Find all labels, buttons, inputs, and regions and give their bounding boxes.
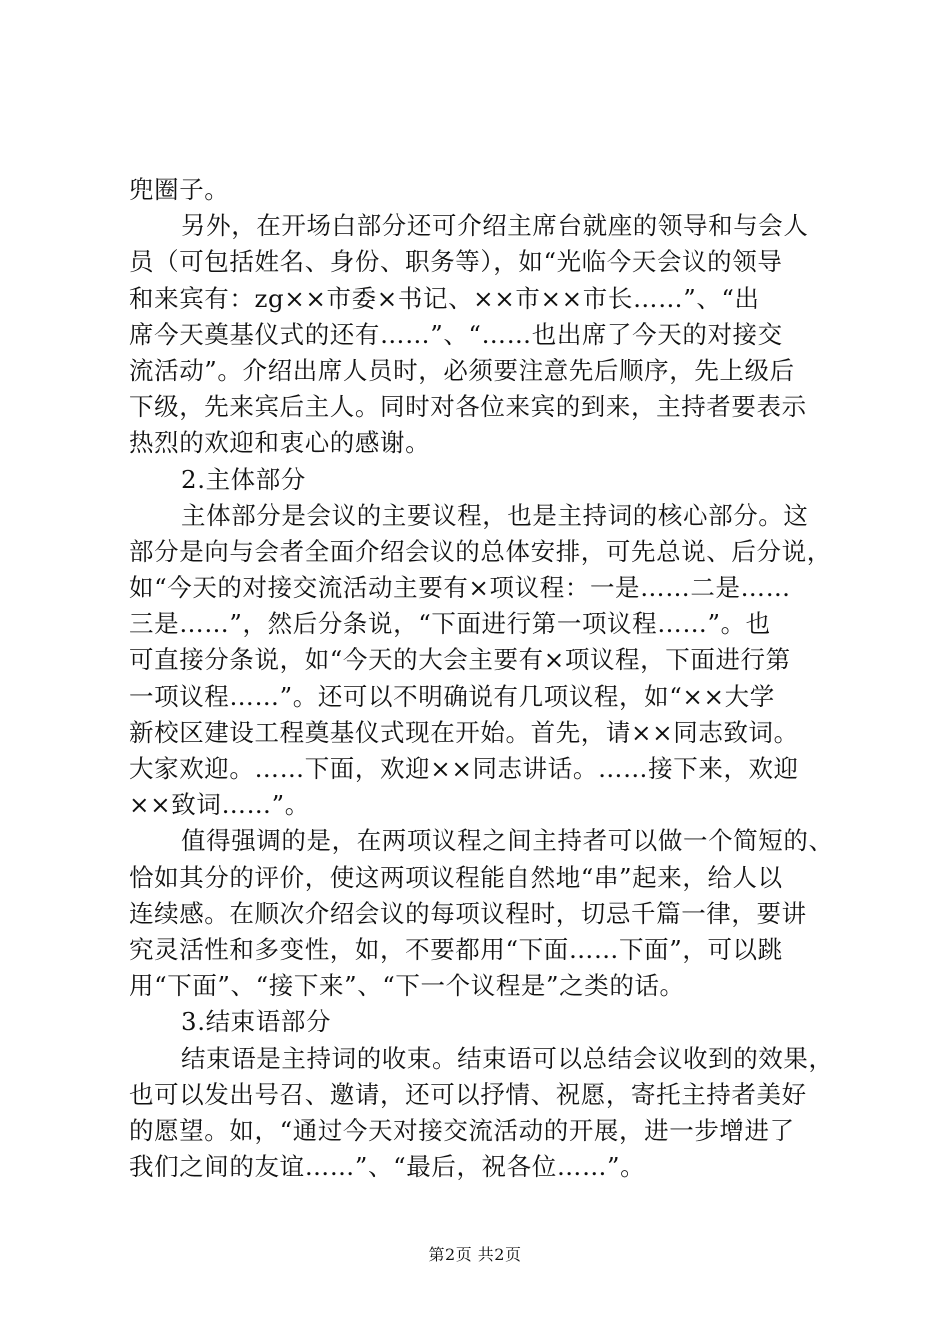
text-line: 和来宾有：zg××市委×书记、××市××市长……”、“出: [129, 283, 760, 313]
text-line: 我们之间的友谊……”、“最后，祝各位……”。: [129, 1152, 646, 1182]
text-line: 可直接分条说，如“今天的大会主要有×项议程，下面进行第: [129, 645, 791, 675]
text-line: 流活动”。介绍出席人员时，必须要注意先后顺序，先上级后: [129, 355, 795, 385]
text-line: 员（可包括姓名、身份、职务等），如“光临今天会议的领导: [129, 247, 783, 277]
text-line: 的愿望。如，“通过今天对接交流活动的开展，进一步增进了: [129, 1115, 795, 1145]
text-line: 另外，在开场白部分还可介绍主席台就座的领导和与会人: [181, 211, 809, 241]
text-line: 用“下面”、“接下来”、“下一个议程是”之类的话。: [129, 971, 685, 1001]
text-line: 究灵活性和多变性，如，不要都用“下面……下面”，可以跳: [129, 934, 783, 964]
text-line: 一项议程……”。还可以不明确说有几项议程，如“××大学: [129, 681, 775, 711]
text-line: 连续感。在顺次介绍会议的每项议程时，切忌千篇一律，要讲: [129, 898, 807, 928]
text-line: 值得强调的是，在两项议程之间主持者可以做一个简短的、: [181, 826, 834, 856]
text-line: 大家欢迎。……下面，欢迎××同志讲话。……接下来，欢迎: [129, 754, 799, 783]
text-line: 席今天奠基仪式的还有……”、“……也出席了今天的对接交: [129, 319, 783, 349]
text-line: 结束语是主持词的收束。结束语可以总结会议收到的效果，: [181, 1043, 834, 1073]
text-line: 如“今天的对接交流活动主要有×项议程：一是……二是……: [129, 573, 791, 603]
text-line: 热烈的欢迎和衷心的感谢。: [129, 428, 431, 458]
text-line: 兜圈子。: [129, 175, 230, 204]
text-line: 部分是向与会者全面介绍会议的总体安排，可先总说、后分说，: [129, 536, 832, 566]
text-line: ××致词……”。: [129, 790, 310, 820]
text-line: 2.主体部分: [181, 464, 306, 494]
text-line: 三是……”，然后分条说，“下面进行第一项议程……”。也: [129, 609, 771, 639]
page-footer: 第2页 共2页: [428, 1245, 522, 1264]
text-line: 主体部分是会议的主要议程，也是主持词的核心部分。这: [181, 500, 809, 530]
text-line: 下级，先来宾后主人。同时对各位来宾的到来，主持者要表示: [129, 392, 807, 422]
text-line: 也可以发出号召、邀请，还可以抒情、祝愿，寄托主持者美好: [129, 1079, 807, 1109]
text-line: 3.结束语部分: [181, 1007, 332, 1037]
text-line: 新校区建设工程奠基仪式现在开始。首先，请××同志致词。: [129, 717, 799, 747]
document-body: [129, 172, 834, 1185]
text-line: 恰如其分的评价，使这两项议程能自然地“串”起来，给人以: [129, 862, 783, 892]
